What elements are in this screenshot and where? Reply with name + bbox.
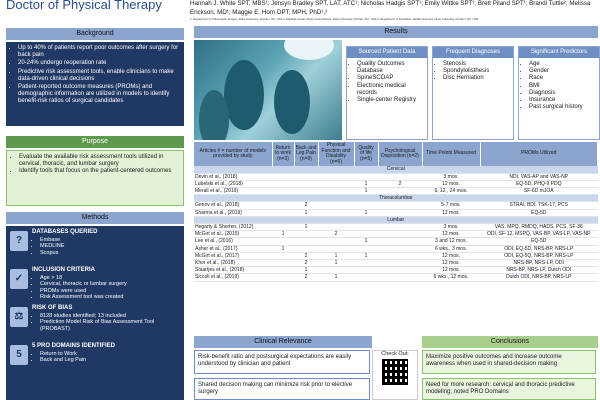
list-item: • Cervical, thoracic or lumbar surgery: [40, 281, 180, 288]
table-cell: [354, 173, 378, 180]
list-item: • Single-center Registry: [357, 97, 425, 104]
right-column: [192, 26, 600, 400]
predictors-panel: [518, 46, 600, 140]
table-cell: [354, 231, 378, 238]
sourced-data-panel: [346, 46, 428, 140]
table-cell: [318, 224, 354, 231]
table-cell: 3 mos.: [422, 224, 480, 231]
table-cell: 1: [272, 245, 294, 252]
table-cell: NRS-BP, NRS-LP, ODI: [480, 260, 598, 267]
table-row: [194, 202, 598, 209]
table-header-row: [194, 142, 598, 166]
table-row: [194, 209, 598, 216]
table-cell: [378, 173, 422, 180]
table-cell: 12 mos.: [422, 267, 480, 274]
list-item: • Patient-reported outcome measures (PROMs) and demographic information are utilized in models to identify benefit-risk ratios of surgical candidates: [18, 84, 180, 106]
scale-icon: ⚖: [10, 307, 28, 327]
table-cell: 1: [354, 252, 378, 259]
table-cell: ODI, EQ-5D, NRS-BP, NRS-LP: [480, 245, 598, 252]
table-cell: STRAI, BDI, TSK-17, PCS: [480, 202, 598, 209]
table-cell: ODI, EQ-5Q, NRS-BP, NRS-LP: [480, 252, 598, 259]
list-item: • SpineSCOAP: [357, 75, 425, 82]
table-cell: [318, 209, 354, 216]
list-item: • Up to 40% of patients report poor outcomes after surgery for back pain: [18, 45, 180, 59]
table-cell: [318, 245, 354, 252]
panel-heading: Frequent Diagnoses: [433, 47, 513, 58]
table-row: [194, 187, 598, 194]
list-item: • Past surgical history: [529, 104, 597, 111]
table-cell: [378, 267, 422, 274]
background-heading: Background: [6, 28, 184, 40]
table-cell: [272, 180, 294, 187]
table-cell: 2: [294, 202, 318, 209]
table-cell: NRS-BP, NRS-LP, Dutch ODI: [480, 267, 598, 274]
panel-heading: Significant Predictors: [519, 47, 599, 58]
list-item: • Stenosis: [443, 61, 511, 68]
table-row: [194, 173, 598, 180]
table-cell: SF-6D mJOA: [480, 187, 598, 194]
table-cell: 6, 12 , 24 mos.: [422, 187, 480, 194]
methods-box: [6, 226, 184, 400]
table-cell: VAS, MPQ, RMDQ, HADS, PCS, SF-36: [480, 224, 598, 231]
table-body: [194, 166, 598, 281]
method-databases: [10, 229, 180, 263]
table-cell: [294, 231, 318, 238]
method-title: 5 PRO DOMAINS IDENTIFIED: [32, 343, 116, 349]
table-cell: 3 and 12 mos.: [422, 238, 480, 245]
list-item: • Quality Outcomes Database: [357, 61, 425, 75]
table-cell: [378, 209, 422, 216]
table-cell: [378, 238, 422, 245]
table-cell: [318, 238, 354, 245]
list-item: • Age: [529, 61, 597, 68]
table-cell: 12 mos.: [422, 231, 480, 238]
clinical-heading: Clinical Relevance: [194, 336, 372, 348]
table-cell: McGirt et al., (2015): [194, 231, 272, 238]
table-cell: 1: [354, 180, 378, 187]
diagnoses-panel: [432, 46, 514, 140]
table-cell: 3 mos.: [422, 173, 480, 180]
table-cell: Hegarty & Shorten, (2012): [194, 224, 272, 231]
table-cell: 12 mos.: [422, 252, 480, 259]
table-cell: 1: [294, 209, 318, 216]
table-cell: McGirt et al., (2017): [194, 252, 272, 259]
list-item: • MEDLINE: [40, 243, 180, 250]
table-cell: [378, 252, 422, 259]
table-cell: [378, 224, 422, 231]
table-cell: 2: [294, 274, 318, 281]
table-header-cell: Psychological Disposition (n=2): [378, 142, 422, 166]
table-cell: [354, 260, 378, 267]
list-item: • Embase: [40, 237, 180, 244]
poster-title: Doctor of Physical Therapy: [6, 0, 162, 12]
qr-code[interactable]: [372, 350, 418, 400]
methods-heading: Methods: [6, 212, 184, 224]
number-five-icon: 5: [10, 345, 28, 365]
method-title: INCLUSION CRITERIA: [32, 267, 95, 273]
results-table: [194, 142, 598, 282]
author-list: Hannah J. White SPT, MBS¹; Jensyn Bradley SPT, LAT, ATC¹; Nicholas Hadgis SPT¹; Emily Wittke SPT¹; Brett Piland SPT¹; Brandi Tuttle²; Melissa Erickson, MD¹; Maggie E. Horn DPT, MPH, PhD¹,³: [190, 0, 591, 16]
group-label: Lumbar: [194, 216, 598, 223]
table-cell: [294, 180, 318, 187]
table-cell: 2: [294, 252, 318, 259]
table-cell: [378, 260, 422, 267]
table-cell: [294, 245, 318, 252]
table-cell: Merali et al., (2019): [194, 187, 272, 194]
table-row: [194, 180, 598, 187]
table-cell: [318, 202, 354, 209]
list-item: • Race: [529, 75, 597, 82]
table-cell: [272, 267, 294, 274]
table-cell: ODI, SF-12, MSPQ, VAS-BP, VAS-LP, VAS-NP: [480, 231, 598, 238]
table-cell: [378, 187, 422, 194]
table-group-row: [194, 216, 598, 223]
list-item: • Insurance: [529, 97, 597, 104]
list-item: • Back and Leg Pain: [40, 357, 180, 364]
results-table-wrap: [194, 142, 598, 334]
table-cell: 1: [318, 274, 354, 281]
table-group-row: [194, 195, 598, 202]
affiliations: 1. Department of Orthopaedic Surgery, Duke University, Durham, NC, USA 2. Medical Center Library and Archives, Duke University, Durham, NC, USA 3. Department of Population Health Sciences, Duke University, Durham, NC, USA: [190, 18, 479, 21]
table-cell: [294, 173, 318, 180]
table-cell: 5-7 mos.: [422, 202, 480, 209]
table-row: [194, 252, 598, 259]
background-box: [6, 42, 184, 126]
table-header-cell: Back and Leg Pain (n=9): [294, 142, 318, 166]
clinical-item: Shared decision making can minimize risk prior to elective surgery: [194, 378, 370, 400]
method-title: DATABASES QUERIED: [32, 229, 98, 235]
background-list: [10, 45, 180, 106]
method-bias: [10, 305, 180, 339]
table-cell: Dutch ODI, NRS-BP, NRS-LP: [480, 274, 598, 281]
table-row: [194, 260, 598, 267]
bottom-panels: [192, 336, 600, 400]
table-cell: Lubelski et al., (2018): [194, 180, 272, 187]
surgery-photo: [194, 40, 342, 140]
table-header-cell: PROMs Utilized: [480, 142, 598, 166]
checklist-icon: ✓: [10, 269, 28, 289]
table-cell: EQ-5D, PHQ-9 PDQ: [480, 180, 598, 187]
list-item: • Predictive risk assessment tools, enable clinicians to make data-driven clinical decisions: [18, 69, 180, 83]
table-row: [194, 238, 598, 245]
panel-heading: Sourced Patient Data: [347, 47, 427, 58]
table-cell: 12 mos.: [422, 180, 480, 187]
table-cell: [272, 187, 294, 194]
table-cell: [272, 202, 294, 209]
table-cell: [354, 245, 378, 252]
list-item: • Age > 18: [40, 275, 180, 282]
table-cell: [354, 224, 378, 231]
table-cell: [318, 187, 354, 194]
table-cell: [272, 224, 294, 231]
list-item: • Prediction Model Risk of Bias Assessment Tool (PROBAST): [40, 319, 180, 332]
clinical-item: Risk-benefit ratio and postsurgical expectations are easily understood by clinician and patient: [194, 350, 370, 374]
table-cell: [272, 260, 294, 267]
table-cell: 2: [294, 260, 318, 267]
table-cell: Asher et al., (2017): [194, 245, 272, 252]
table-cell: [378, 202, 422, 209]
conclusions-heading: Conclusions: [422, 336, 598, 348]
question-icon: ?: [10, 231, 28, 251]
list-item: • Disc Herniation: [443, 75, 511, 82]
group-label: Thoracolumbar: [194, 195, 598, 202]
table-cell: [354, 274, 378, 281]
list-item: • Identify tools that focus on the patient-centered outcomes: [19, 168, 179, 175]
table-cell: 12 mos.: [422, 209, 480, 216]
table-row: [194, 245, 598, 252]
list-item: • BMI: [529, 83, 597, 90]
table-cell: 6 wks., 3 mos.: [422, 245, 480, 252]
table-cell: [318, 267, 354, 274]
table-cell: [354, 202, 378, 209]
table-cell: 2: [378, 180, 422, 187]
table-row: [194, 224, 598, 231]
table-cell: [272, 238, 294, 245]
results-heading: Results: [194, 26, 598, 38]
table-cell: Staartjes et al., (2018): [194, 267, 272, 274]
list-item: • 20-24% undergo reoperation rate: [18, 60, 180, 67]
qr-icon: [382, 359, 408, 385]
table-cell: [318, 173, 354, 180]
table-cell: Khor et al., (2018): [194, 260, 272, 267]
table-cell: Sharma et al., (2019): [194, 209, 272, 216]
table-cell: [318, 180, 354, 187]
table-cell: 1: [272, 231, 294, 238]
list-item: • Diagnosis: [529, 90, 597, 97]
table-cell: 1: [294, 224, 318, 231]
table-row: [194, 267, 598, 274]
conclusion-item: Maximize positive outcomes and increase outcome awareness when used in shared-decision making: [422, 350, 596, 374]
table-cell: 6 wks., 12 mos.: [422, 274, 480, 281]
list-item: • Scopus: [40, 250, 180, 257]
table-cell: [272, 173, 294, 180]
table-cell: [294, 238, 318, 245]
table-header-cell: Articles # = number of models provided by study: [194, 142, 272, 166]
method-inclusion: [10, 267, 180, 301]
qr-label: Check Out:: [381, 351, 409, 357]
purpose-box: [6, 150, 184, 206]
group-label: Cervical: [194, 166, 598, 173]
table-cell: Genov et al., (2018): [194, 202, 272, 209]
table-header-cell: Physical Function and Disability (n=6): [318, 142, 354, 166]
conclusion-item: Need for more research: cervical and thoracic predictive modeling; noted PRO Domains: [422, 378, 596, 400]
table-cell: EQ-5D: [480, 238, 598, 245]
table-cell: [294, 187, 318, 194]
method-title: RISK OF BIAS: [32, 305, 73, 311]
list-item: • Gender: [529, 68, 597, 75]
purpose-heading: Purpose: [6, 136, 184, 148]
table-cell: [272, 274, 294, 281]
table-cell: 2: [318, 231, 354, 238]
table-header-cell: Quality of life (n=5): [354, 142, 378, 166]
table-cell: NDI, VAS-AP and VAS-NP: [480, 173, 598, 180]
list-item: • PROMs were used: [40, 288, 180, 295]
table-cell: Lee et al., (2016): [194, 238, 272, 245]
method-domains: [10, 343, 180, 377]
list-item: • Spondylolisthesis: [443, 68, 511, 75]
table-cell: 1: [294, 267, 318, 274]
table-cell: [272, 209, 294, 216]
list-item: • 8128 studies identified; 13 included: [40, 313, 180, 320]
table-cell: 1: [354, 187, 378, 194]
table-group-row: [194, 166, 598, 173]
table-row: [194, 231, 598, 238]
table-cell: 1: [354, 238, 378, 245]
table-cell: 1: [318, 260, 354, 267]
table-cell: 1: [354, 209, 378, 216]
table-cell: [378, 231, 422, 238]
table-cell: [378, 274, 422, 281]
table-cell: Devin et al., (2018): [194, 173, 272, 180]
table-cell: Siccoli et al., (2019): [194, 274, 272, 281]
list-item: • Evaluate the available risk assessment tools utilized in cervical, thoracic, and lumbar surgery: [19, 154, 179, 168]
table-cell: 12 mos.: [422, 260, 480, 267]
table-cell: EQ-5D: [480, 209, 598, 216]
left-column: [0, 26, 188, 400]
list-item: • Electronic medical records: [357, 83, 425, 97]
table-cell: [272, 252, 294, 259]
table-row: [194, 274, 598, 281]
table-cell: [378, 245, 422, 252]
table-header-cell: Return to work (n=3): [272, 142, 294, 166]
list-item: • Return to Work: [40, 351, 180, 358]
table-cell: [354, 267, 378, 274]
table-header-cell: Time Points Measured: [422, 142, 480, 166]
list-item: • Risk Assessment tool was created: [40, 294, 180, 301]
table-cell: 1: [318, 252, 354, 259]
